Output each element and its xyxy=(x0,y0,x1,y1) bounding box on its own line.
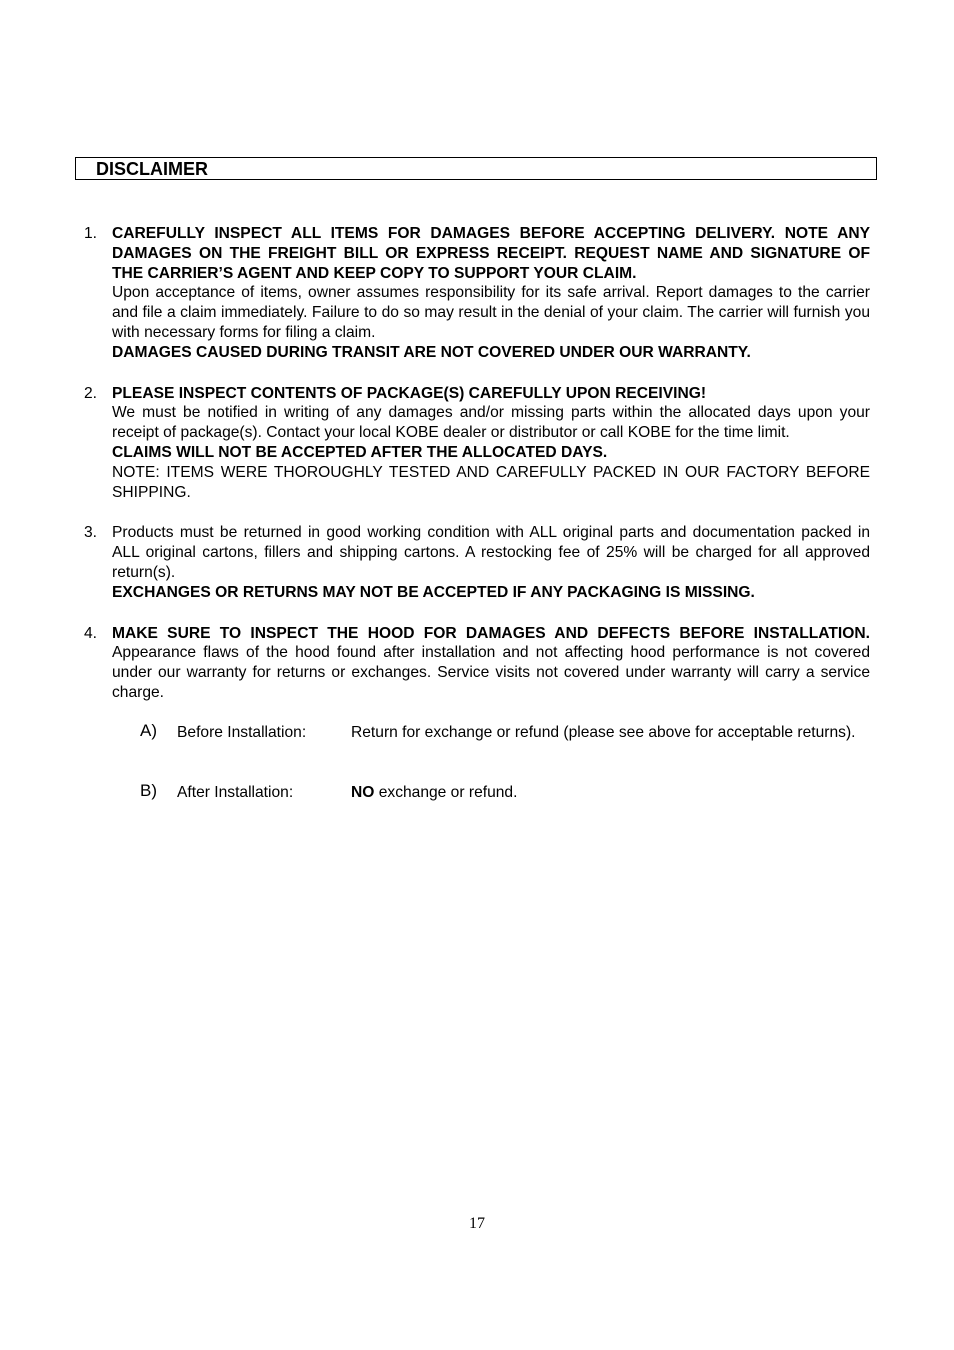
item-bold-tail: CLAIMS WILL NOT BE ACCEPTED AFTER THE ALLOCATED DAYS. xyxy=(112,443,608,461)
item-number: 2. xyxy=(84,384,98,402)
item-note: NOTE: ITEMS WERE THOROUGHLY TESTED AND CAREFULLY PACKED IN OUR FACTORY BEFORE SHIPPING. xyxy=(112,463,870,501)
item-body: We must be notified in writing of any damages and/or missing parts within the allocated days upon your receipt of package(s). Contact your local KOBE dealer or distributor or call KOBE for the time limit. xyxy=(112,404,870,442)
subitem-label: Before Installation: xyxy=(177,723,307,741)
disclaimer-list xyxy=(84,224,870,826)
subitem-bold: NO xyxy=(351,783,375,801)
subitem-text xyxy=(351,783,898,803)
item-number: 4. xyxy=(84,624,98,642)
item-body: Upon acceptance of items, owner assumes responsibility for its safe arrival. Report damages to the carrier and file a claim immediately. Failure to do so may result in the denial of your claim. The carrier will furnish you with necessary forms for filing a claim. xyxy=(112,284,870,341)
subitem-text: Return for exchange or refund (please see above for acceptable returns). xyxy=(351,723,856,741)
subitem-after-installation xyxy=(140,780,870,805)
subitem-label: After Installation: xyxy=(177,783,294,801)
subitem-before-installation xyxy=(140,720,870,763)
subitem-letter: A) xyxy=(140,720,157,740)
page-title: DISCLAIMER xyxy=(96,159,208,179)
list-item-2 xyxy=(84,384,870,503)
subitem-letter: B) xyxy=(140,780,157,800)
item-bold-tail: DAMAGES CAUSED DURING TRANSIT ARE NOT COVERED UNDER OUR WARRANTY. xyxy=(112,343,751,361)
item-bold-lead: CAREFULLY INSPECT ALL ITEMS FOR DAMAGES BEFORE ACCEPTING DELIVERY. NOTE ANY DAMAGES ON THE FREIGHT BILL OR EXPRESS RECEIPT. REQUEST NAME AND SIGNATURE OF THE CARRIER’S AGENT AND KEEP COPY TO SUPPORT YOUR CLAIM. xyxy=(112,225,870,282)
list-item-3 xyxy=(84,523,870,602)
item-bold-lead: MAKE SURE TO INSPECT THE HOOD FOR DAMAGES AND DEFECTS BEFORE INSTALLATION. xyxy=(112,624,870,642)
disclaimer-heading-box xyxy=(75,157,877,180)
item-number: 1. xyxy=(84,225,98,242)
item-paragraph xyxy=(112,624,870,703)
item-body: Products must be returned in good working condition with ALL original parts and documentation packed in ALL original cartons, fillers and shipping cartons. A restocking fee of 25% will be charged for all approved return(s). xyxy=(112,524,870,581)
page-number: 17 xyxy=(469,1215,485,1232)
item-body: Appearance flaws of the hood found after installation and not affecting hood performance is not covered under our warranty for returns or exchanges. Service visits not covered under warranty will carry a service charge. xyxy=(112,644,870,701)
item-number: 3. xyxy=(84,524,98,542)
subitem-rest: exchange or refund. xyxy=(374,783,518,801)
item-bold-tail: EXCHANGES OR RETURNS MAY NOT BE ACCEPTED IF ANY PACKAGING IS MISSING. xyxy=(112,583,755,601)
item-bold-lead: PLEASE INSPECT CONTENTS OF PACKAGE(S) CAREFULLY UPON RECEIVING! xyxy=(112,384,707,402)
list-item-4 xyxy=(84,624,870,805)
list-item-1 xyxy=(84,224,870,363)
